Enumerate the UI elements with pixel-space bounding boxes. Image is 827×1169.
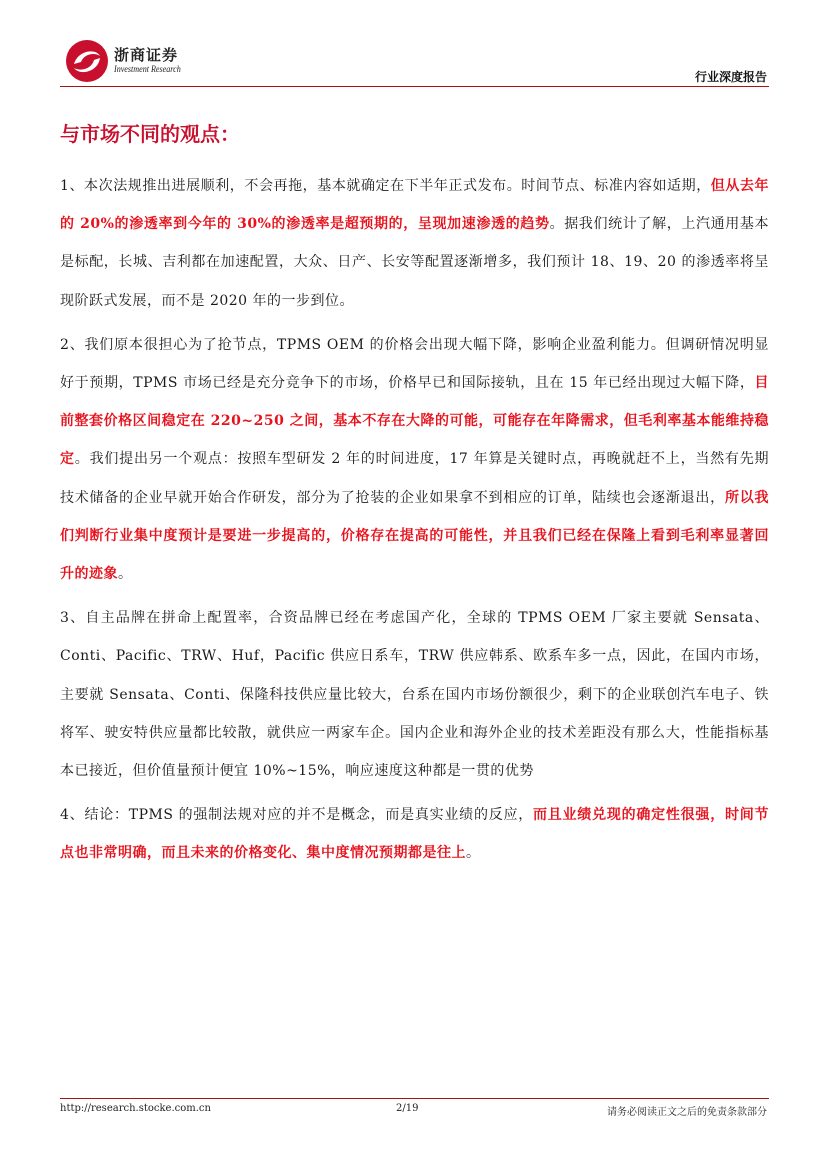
- paragraph-1: [60, 167, 769, 320]
- footer-divider: [60, 1098, 769, 1099]
- footer-url: http://research.stocke.com.cn: [60, 1103, 211, 1114]
- document-type: 行业深度报告: [694, 70, 767, 84]
- zheshang-logo-icon: [64, 38, 110, 84]
- paragraph-text: 。据我们统计了解，上汽通用基本是标配，长城、吉利都在加速配置，大众、日产、长安等配置逐渐增多，我们预计 18、19、20 的渗透率将呈现阶跃式发展，而不是 2020 年的一步到位。: [60, 216, 770, 309]
- highlighted-text: 目前整套价格区间稳定在 220~250 之间，基本不存在大降的可能，可能存在年降需求，但毛利率基本能维持稳定: [60, 375, 769, 468]
- highlighted-text: 而且业绩兑现的确定性很强，时间节点也非常明确，而且未来的价格变化、集中度情况预期都是往上: [60, 807, 769, 862]
- company-logo: [64, 38, 184, 84]
- highlighted-text: 所以我们判断行业集中度预计是要进一步提高的，价格存在提高的可能性，并且我们已经在保隆上看到毛利率显著回升的迹象: [60, 489, 770, 583]
- company-name-cn: 浙商证券: [114, 46, 179, 64]
- highlighted-text: 但从去年的 20%的渗透率到今年的 30%的渗透率是超预期的，呈现加速渗透的趋势: [60, 178, 770, 233]
- paragraph-2: [60, 326, 769, 593]
- paragraph-text: 3、自主品牌在拼命上配置率，合资品牌已经在考虑国产化，全球的 TPMS OEM 厂家主要就 Sensata、Conti、Pacific、TRW、Huf，Pacific 供应日系车，TRW 供应韩系、欧系车多一点，因此，在国内市场，主要就 Sensata、Conti、保隆科技供应量比较大，台系在国内市场份额很少，剩下的企业联创汽车电子、铁将军、驶安特供应量都比较散，就供应一两家车企。国内企业和海外企业的技术差距没有那么大，性能指标基本已接近，但价值量预计便宜 10%~15%，响应速度这种都是一贯的优势: [60, 610, 769, 780]
- paragraph-3: [60, 599, 769, 790]
- paragraph-text: 2、我们原本很担心为了抢节点，TPMS OEM 的价格会出现大幅下降，影响企业盈利能力。但调研情况明显好于预期，TPMS 市场已经是充分竞争下的市场，价格早已和国际接轨，且在 15 年已经出现过大幅下降，: [60, 336, 769, 392]
- body-content: [60, 167, 769, 879]
- paragraph-text: 4、结论：TPMS 的强制法规对应的并不是概念，而是真实业绩的反应，: [60, 807, 534, 824]
- company-name-en: Investment Research: [114, 65, 181, 75]
- page-number: 2/19: [396, 1103, 419, 1114]
- footer-disclaimer: 请务必阅读正文之后的免责条款部分: [607, 1107, 767, 1118]
- paragraph-text: 。我们提出另一个观点：按照车型研发 2 年的时间进度，17 年算是关键时点，再晚就赶不上，当然有先期技术储备的企业早就开始合作研发，部分为了抢装的企业如果拿不到相应的订单，陆续也会逐渐退出，: [60, 451, 770, 506]
- paragraph-text: 。: [466, 845, 481, 862]
- section-heading: 与市场不同的观点：: [60, 122, 240, 146]
- paragraph-text: 。: [118, 566, 133, 583]
- paragraph-text: 1、本次法规推出进展顺利，不会再拖，基本就确定在下半年正式发布。时间节点、标准内容如适期，: [60, 178, 711, 194]
- paragraph-4: [60, 796, 769, 872]
- header-divider: [60, 86, 769, 87]
